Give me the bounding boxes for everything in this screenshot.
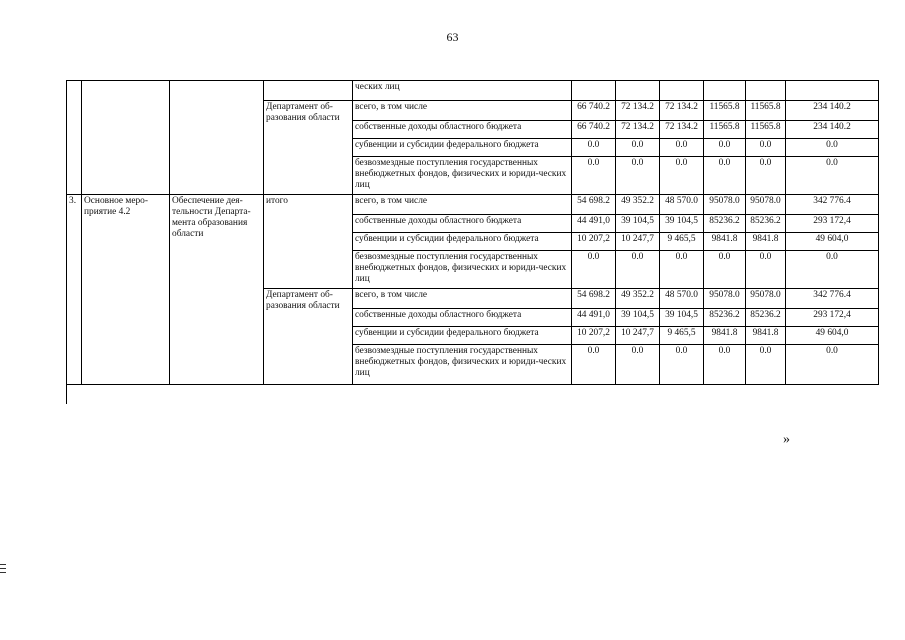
value-cell: 0.0 [660, 139, 704, 157]
value-cell: 234 140.2 [786, 121, 879, 139]
source-own: собственные доходы областного бюджета [353, 121, 572, 139]
value-cell: 0.0 [704, 345, 746, 385]
value-cell: 44 491,0 [572, 309, 616, 327]
value-cell: 0.0 [786, 157, 879, 195]
executor-dept: Департамент об-разования области [264, 289, 353, 385]
value-cell: 342 776.4 [786, 289, 879, 309]
source-federal: субвенции и субсидии федерального бюджета [353, 139, 572, 157]
value-cell: 0.0 [572, 345, 616, 385]
value-cell: 85236.2 [704, 215, 746, 233]
value-cell: 0.0 [660, 251, 704, 289]
value-cell: 0.0 [660, 157, 704, 195]
value-cell: 234 140.2 [786, 101, 879, 121]
value-cell: 11565.8 [704, 121, 746, 139]
value-cell: 0.0 [616, 139, 660, 157]
executor-dept-previous: Департамент об-разования области [264, 101, 353, 195]
value-cell: 0.0 [572, 251, 616, 289]
value-cell: 72 134.2 [660, 121, 704, 139]
page-number: 63 [446, 30, 459, 44]
value-cell: 85236.2 [746, 309, 786, 327]
value-cell: 9841.8 [746, 327, 786, 345]
value-cell: 0.0 [616, 251, 660, 289]
value-cell: 11565.8 [746, 121, 786, 139]
source-total: всего, в том числе [353, 289, 572, 309]
value-cell: 0.0 [572, 139, 616, 157]
value-cell: 85236.2 [704, 309, 746, 327]
value-cell: 72 134.2 [616, 121, 660, 139]
value-cell: 49 352.2 [616, 195, 660, 215]
value-cell: 342 776.4 [786, 195, 879, 215]
value-cell: 9 465,5 [660, 233, 704, 251]
value-cell: 0.0 [572, 157, 616, 195]
section-measure: Основное меро-приятие 4.2 [82, 195, 170, 385]
value-cell: 0.0 [704, 139, 746, 157]
value-cell: 85236.2 [746, 215, 786, 233]
value-cell [660, 81, 704, 101]
source-free: безвозмездные поступления государственных внебюджетных фондов, физических и юриди-ческих лиц [353, 251, 572, 289]
value-cell: 44 491,0 [572, 215, 616, 233]
value-cell: 293 172,4 [786, 309, 879, 327]
source-federal: субвенции и субсидии федерального бюджета [353, 233, 572, 251]
value-cell: 9841.8 [704, 233, 746, 251]
value-cell: 0.0 [786, 251, 879, 289]
value-cell: 0.0 [746, 345, 786, 385]
value-cell: 10 247,7 [616, 327, 660, 345]
value-cell: 95078.0 [704, 195, 746, 215]
executor-cell-continued [264, 81, 353, 101]
value-cell: 48 570.0 [660, 289, 704, 309]
number-cell-previous [67, 81, 82, 195]
value-cell: 66 740.2 [572, 101, 616, 121]
source-free: безвозмездные поступления государственных внебюджетных фондов, физических и юриди-ческих лиц [353, 157, 572, 195]
value-cell: 49 604,0 [786, 327, 879, 345]
value-cell: 66 740.2 [572, 121, 616, 139]
value-cell: 95078.0 [746, 289, 786, 309]
value-cell [746, 81, 786, 101]
value-cell: 0.0 [616, 157, 660, 195]
value-cell: 10 207,2 [572, 233, 616, 251]
value-cell: 39 104,5 [660, 309, 704, 327]
source-total: всего, в том числе [353, 195, 572, 215]
section-purpose: Обеспечение дея-тельности Департа-мента образования области [170, 195, 264, 385]
value-cell: 293 172,4 [786, 215, 879, 233]
value-cell [572, 81, 616, 101]
margin-mark [0, 564, 6, 576]
executor-itogo: итого [264, 195, 353, 289]
source-own: собственные доходы областного бюджета [353, 309, 572, 327]
value-cell: 39 104,5 [616, 309, 660, 327]
value-cell [786, 81, 879, 101]
value-cell: 0.0 [746, 157, 786, 195]
value-cell: 9841.8 [704, 327, 746, 345]
value-cell: 0.0 [786, 345, 879, 385]
value-cell [616, 81, 660, 101]
value-cell: 11565.8 [704, 101, 746, 121]
budget-table [66, 80, 879, 404]
value-cell: 39 104,5 [660, 215, 704, 233]
value-cell: 95078.0 [704, 289, 746, 309]
value-cell: 0.0 [746, 139, 786, 157]
purpose-cell-previous [170, 81, 264, 195]
value-cell [704, 81, 746, 101]
value-cell: 48 570.0 [660, 195, 704, 215]
value-cell: 0.0 [704, 157, 746, 195]
value-cell: 49 604,0 [786, 233, 879, 251]
source-own: собственные доходы областного бюджета [353, 215, 572, 233]
value-cell: 0.0 [786, 139, 879, 157]
value-cell: 72 134.2 [616, 101, 660, 121]
value-cell: 0.0 [616, 345, 660, 385]
value-cell: 54 698.2 [572, 195, 616, 215]
section-number: 3. [67, 195, 82, 385]
value-cell: 72 134.2 [660, 101, 704, 121]
value-cell: 49 352.2 [616, 289, 660, 309]
measure-cell-previous [82, 81, 170, 195]
source-free: безвозмездные поступления государственных внебюджетных фондов, физических и юриди-ческих лиц [353, 345, 572, 385]
value-cell: 0.0 [746, 251, 786, 289]
value-cell: 95078.0 [746, 195, 786, 215]
source-federal: субвенции и субсидии федерального бюджета [353, 327, 572, 345]
source-total: всего, в том числе [353, 101, 572, 121]
value-cell: 54 698.2 [572, 289, 616, 309]
value-cell: 11565.8 [746, 101, 786, 121]
value-cell: 0.0 [704, 251, 746, 289]
value-cell: 10 247,7 [616, 233, 660, 251]
source-continued: ческих лиц [353, 81, 572, 101]
value-cell: 9841.8 [746, 233, 786, 251]
value-cell: 39 104,5 [616, 215, 660, 233]
value-cell: 10 207,2 [572, 327, 616, 345]
value-cell: 0.0 [660, 345, 704, 385]
closing-quote: » [783, 432, 790, 447]
value-cell: 9 465,5 [660, 327, 704, 345]
